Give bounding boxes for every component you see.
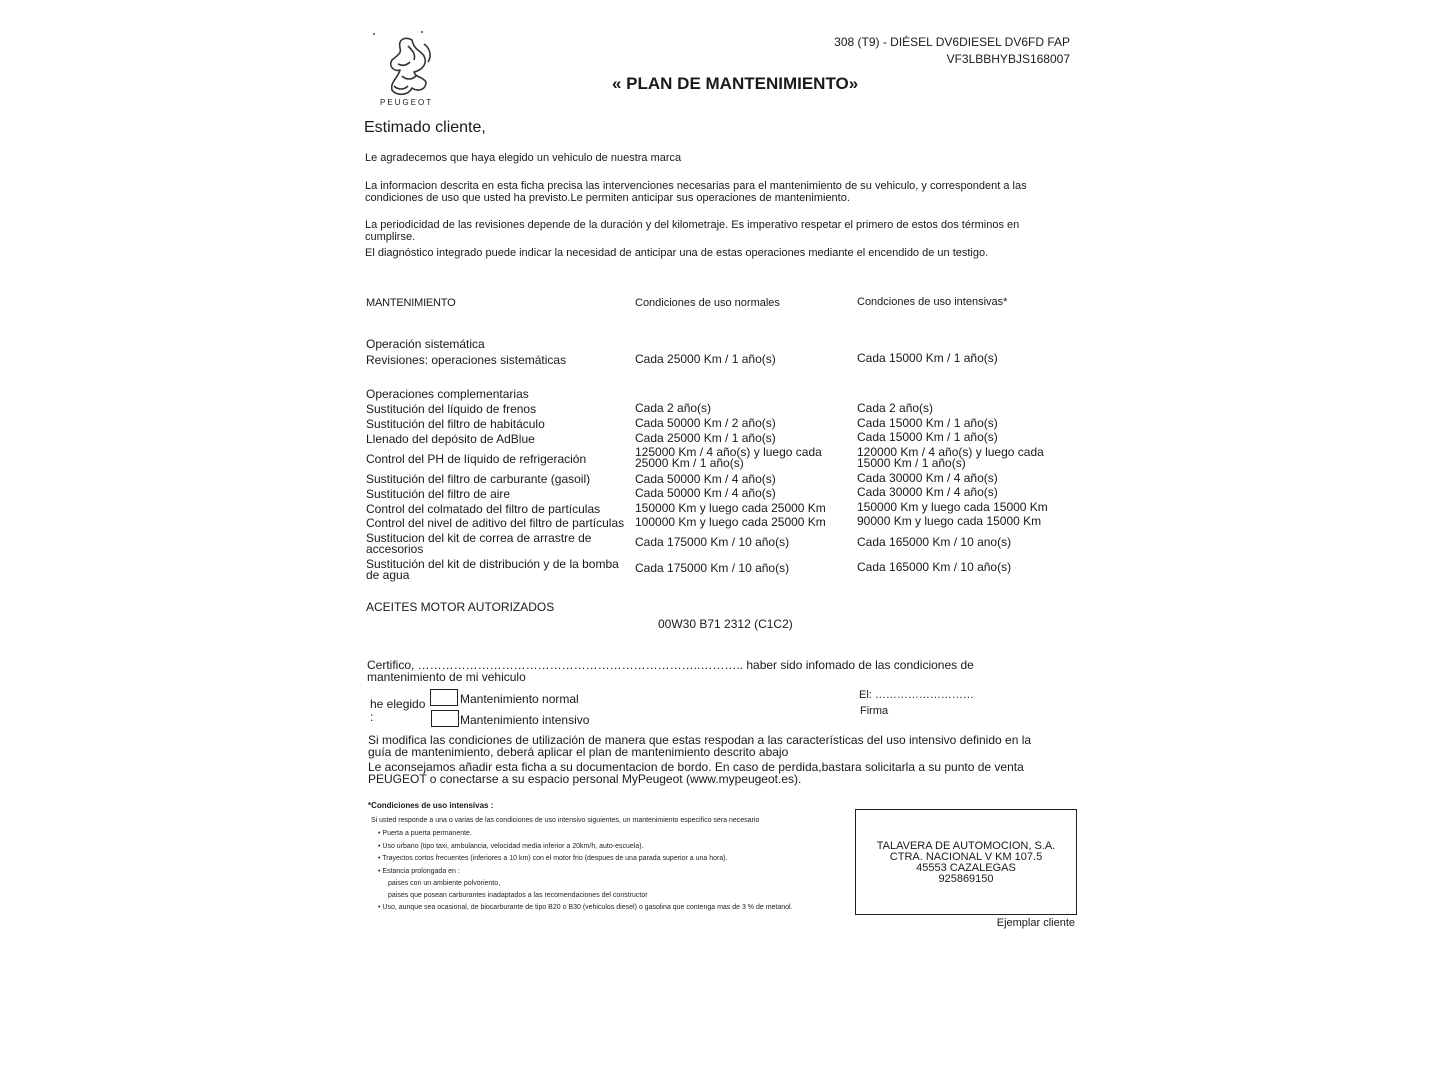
row-intensive: Cada 30000 Km / 4 año(s) xyxy=(857,485,998,499)
documentation-note: Le aconsejamos añadir esta ficha a su documentacion de bordo. En caso de perdida,bastara solicitarla a su punto de venta PEUGEOT o conectarse a su espacio personal MyPeugeot (www.mypeugeot.es). xyxy=(368,760,1024,786)
intro-paragraph-1: Le agradecemos que haya elegido un vehiculo de nuestra marca xyxy=(365,152,682,164)
intro-paragraph-4: El diagnóstico integrado puede indicar la necesidad de anticipar una de estas operaciones mediante el encendido de un testigo. xyxy=(365,247,989,259)
row-intensive: Cada 165000 Km / 10 año(s) xyxy=(857,560,1012,574)
dealer-street: CTRA. NACIONAL V KM 107.5 xyxy=(889,851,1043,863)
row-intensive: 120000 Km / 4 año(s) y luego cada 15000 Km / 1 año(s) xyxy=(857,445,1044,470)
row-label: Sustitución del filtro de habitáculo xyxy=(366,417,545,431)
row-intensive: Cada 15000 Km / 1 año(s) xyxy=(857,430,998,444)
certify-statement: Certifico, ……………………………………………………………..……….. haber sido infomado de las condiciones de mantenimiento de mi vehiculo xyxy=(367,658,974,684)
row-normal: Cada 25000 Km / 1 año(s) xyxy=(635,352,776,366)
row-label: Sustitución del líquido de frenos xyxy=(366,402,537,416)
row-label: Revisiones: operaciones sistemáticas xyxy=(366,353,567,367)
oils-title: ACEITES MOTOR AUTORIZADOS xyxy=(366,600,555,614)
row-intensive: 150000 Km y luego cada 15000 Km xyxy=(857,500,1048,514)
dealer-phone: 925869150 xyxy=(938,873,994,885)
vehicle-vin: VF3LBBHYBJS168007 xyxy=(946,52,1070,66)
row-normal: 100000 Km y luego cada 25000 Km xyxy=(635,515,826,529)
intensive-item: • Uso urbano (tipo taxi, ambulancia, velocidad media inferior a 20km/h, auto-escuela). xyxy=(378,843,644,850)
row-normal: Cada 25000 Km / 1 año(s) xyxy=(635,431,776,445)
row-normal: Cada 50000 Km / 4 año(s) xyxy=(635,472,776,486)
date-field-label: El: ……………………… xyxy=(859,689,974,701)
intensive-item: • Uso, aunque sea ocasional, de biocarburante de tipo B20 o B30 (vehiculos diesel) o gasolina que contenga mas de 3 % de metanol. xyxy=(378,904,793,911)
row-intensive: Cada 15000 Km / 1 año(s) xyxy=(857,416,998,430)
copy-label: Ejemplar cliente xyxy=(996,917,1075,929)
row-intensive: 90000 Km y luego cada 15000 Km xyxy=(857,514,1042,528)
row-normal: Cada 2 año(s) xyxy=(635,401,712,415)
row-normal: Cada 175000 Km / 10 año(s) xyxy=(635,561,790,575)
intensive-item: • Estancia prolongada en : xyxy=(378,868,460,875)
row-normal: Cada 175000 Km / 10 año(s) xyxy=(635,535,790,549)
row-label: Control del PH de líquido de refrigeración xyxy=(366,452,587,466)
checkbox-intensive[interactable] xyxy=(431,710,459,727)
section-title-systematic: Operación sistemática xyxy=(366,337,485,351)
dealer-city: 45553 CAZALEGAS xyxy=(916,862,1016,874)
header-normal-conditions: Condiciones de uso normales xyxy=(635,297,780,309)
chosen-label: he elegido : xyxy=(370,697,426,724)
intensive-item: • Trayectos cortos frecuentes (inferiores a 10 km) con el motor frio (despues de una parada superior a una hora). xyxy=(378,855,728,862)
intensive-conditions-title: *Condiciones de uso intensivas : xyxy=(368,801,494,810)
row-label: Sustitucion del kit de correa de arrastre de accesorios xyxy=(366,531,592,556)
greeting: Estimado cliente, xyxy=(364,119,486,136)
dealer-name: TALAVERA DE AUTOMOCION, S.A. xyxy=(876,840,1056,852)
modification-note: Si modifica las condiciones de utilización de manera que estas respodan a las características del uso intensivo definido en la guía de mantenimiento, deberá aplicar el plan de mantenimiento descrito abajo xyxy=(368,733,1032,759)
intro-paragraph-2: La informacion descrita en esta ficha precisa las intervenciones necesarias para el mantenimiento de su vehiculo, y correspondent a las condiciones de uso que usted ha previsto.Le permiten anticipar sus operaciones de mantenimiento. xyxy=(365,180,1027,204)
intensive-subitem: paises con un ambiente polvoriento, xyxy=(388,880,501,887)
row-label: Llenado del depósito de AdBlue xyxy=(366,432,535,446)
row-label: Sustitución del filtro de aire xyxy=(366,487,511,501)
intensive-item: • Puerta a puerta permanente. xyxy=(378,830,472,837)
option-intensive-label: Mantenimiento intensivo xyxy=(460,713,590,727)
checkbox-normal[interactable] xyxy=(430,689,458,706)
row-normal: 150000 Km y luego cada 25000 Km xyxy=(635,501,826,515)
option-normal-label: Mantenimiento normal xyxy=(460,692,579,706)
logo-wordmark: PEUGEOT xyxy=(380,98,434,107)
row-intensive: Cada 30000 Km / 4 año(s) xyxy=(857,471,998,485)
row-normal: Cada 50000 Km / 2 año(s) xyxy=(635,416,776,430)
intensive-subitem: paises que posean carburantes inadaptados a las recomendaciones del constructor xyxy=(388,892,648,899)
row-intensive: Cada 165000 Km / 10 ano(s) xyxy=(857,535,1012,549)
row-label: Sustitución del filtro de carburante (gasoil) xyxy=(366,472,591,486)
header-intensive-conditions: Condciones de uso intensivas* xyxy=(857,296,1008,308)
row-intensive: Cada 2 año(s) xyxy=(857,401,934,415)
row-label: Sustitución del kit de distribución y de la bomba de agua xyxy=(366,557,619,582)
intensive-conditions-intro: Si usted responde a una o varias de las condiciones de uso intensivo siguientes, un mantenimiento especifico sera necesario xyxy=(371,817,760,824)
row-label: Control del colmatado del filtro de partículas xyxy=(366,502,601,516)
signature-label: Firma xyxy=(860,705,889,717)
dealer-address-box xyxy=(855,809,1077,915)
oils-value: 00W30 B71 2312 (C1C2) xyxy=(658,617,793,631)
row-intensive: Cada 15000 Km / 1 año(s) xyxy=(857,351,998,365)
row-normal: Cada 50000 Km / 4 año(s) xyxy=(635,486,776,500)
header-maintenance: MANTENIMIENTO xyxy=(366,297,456,309)
page-title: « PLAN DE MANTENIMIENTO» xyxy=(612,74,859,93)
section-title-complementary: Operaciones complementarias xyxy=(366,387,529,401)
intro-paragraph-3: La periodicidad de las revisiones depende de la duración y del kilometraje. Es imperativo respetar el primero de estos dos términos en cumplirse. xyxy=(365,219,1020,243)
vehicle-model: 308 (T9) - DIÉSEL DV6DIESEL DV6FD FAP xyxy=(834,35,1070,49)
row-normal: 125000 Km / 4 año(s) y luego cada 25000 Km / 1 año(s) xyxy=(635,445,822,470)
row-label: Control del nivel de aditivo del filtro de partículas xyxy=(366,516,625,530)
